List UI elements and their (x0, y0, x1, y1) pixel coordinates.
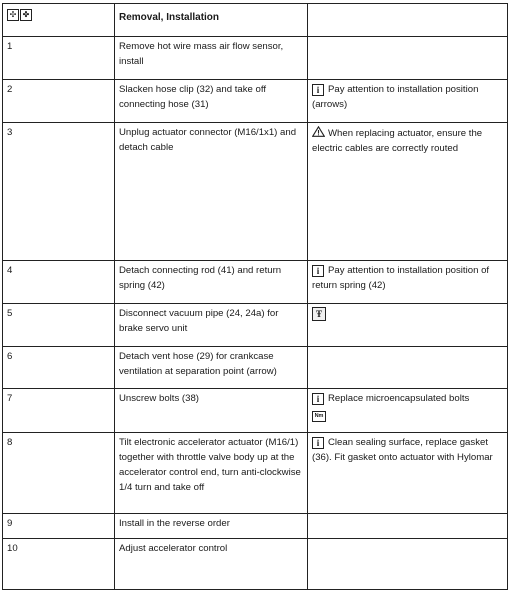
step-action: Slacken hose clip (32) and take off connecting hose (31) (115, 80, 308, 123)
step-number: 5 (3, 304, 115, 347)
info-icon: i (312, 84, 324, 96)
table-row (3, 539, 508, 590)
step-note (308, 261, 508, 304)
note-text: Clean sealing surface, replace gasket (36). Fit gasket onto actuator with Hylomar (312, 437, 493, 463)
step-action: Detach vent hose (29) for crankcase ventilation at separation point (arrow) (115, 347, 308, 389)
step-number: 9 (3, 514, 115, 539)
step-note (308, 389, 508, 433)
step-action: Unscrew bolts (38) (115, 389, 308, 433)
info-icon: i (312, 393, 324, 405)
step-number: 6 (3, 347, 115, 389)
step-note (308, 539, 508, 590)
procedure-table (2, 3, 508, 590)
table-row (3, 261, 508, 304)
special-tool-icon: Ŧ (312, 307, 326, 321)
table-row (3, 389, 508, 433)
header-icon-cell (3, 4, 115, 37)
step-note (308, 80, 508, 123)
step-action: Remove hot wire mass air flow sensor, install (115, 37, 308, 80)
disassembly-icon: ✣ (7, 9, 19, 21)
step-action: Tilt electronic accelerator actuator (M16/1) together with throttle valve body up at the accelerator control end, turn anti-clockwise 1/4 turn and take off (115, 433, 308, 514)
info-icon: i (312, 265, 324, 277)
step-action: Unplug actuator connector (M16/1x1) and detach cable (115, 123, 308, 261)
step-note (308, 37, 508, 80)
note-text: Pay attention to installation position (arrows) (312, 84, 479, 110)
step-number: 2 (3, 80, 115, 123)
table-row (3, 347, 508, 389)
step-note (308, 347, 508, 389)
step-note (308, 514, 508, 539)
table-row (3, 123, 508, 261)
note-text: When replacing actuator, ensure the electric cables are correctly routed (312, 128, 483, 154)
table-row (3, 304, 508, 347)
info-icon: i (312, 437, 324, 449)
table-row (3, 514, 508, 539)
step-action: Detach connecting rod (41) and return spring (42) (115, 261, 308, 304)
step-number: 7 (3, 389, 115, 433)
warning-icon (312, 126, 325, 137)
step-number: 1 (3, 37, 115, 80)
step-action: Adjust accelerator control (115, 539, 308, 590)
note-text: Pay attention to installation position of return spring (42) (312, 265, 490, 291)
step-note (308, 304, 508, 347)
header-row (3, 4, 508, 37)
step-action: Install in the reverse order (115, 514, 308, 539)
step-note (308, 123, 508, 261)
step-note (308, 433, 508, 514)
table-row (3, 37, 508, 80)
table-row (3, 433, 508, 514)
step-number: 4 (3, 261, 115, 304)
step-action: Disconnect vacuum pipe (24, 24a) for brake servo unit (115, 304, 308, 347)
torque-nm-icon: Nm (312, 411, 326, 422)
step-number: 10 (3, 539, 115, 590)
note-text: Replace microencapsulated bolts (328, 393, 470, 404)
header-title: Removal, Installation (115, 4, 308, 37)
step-number: 3 (3, 123, 115, 261)
header-note-cell (308, 4, 508, 37)
step-number: 8 (3, 433, 115, 514)
assembly-icon: ✤ (20, 9, 32, 21)
table-row (3, 80, 508, 123)
